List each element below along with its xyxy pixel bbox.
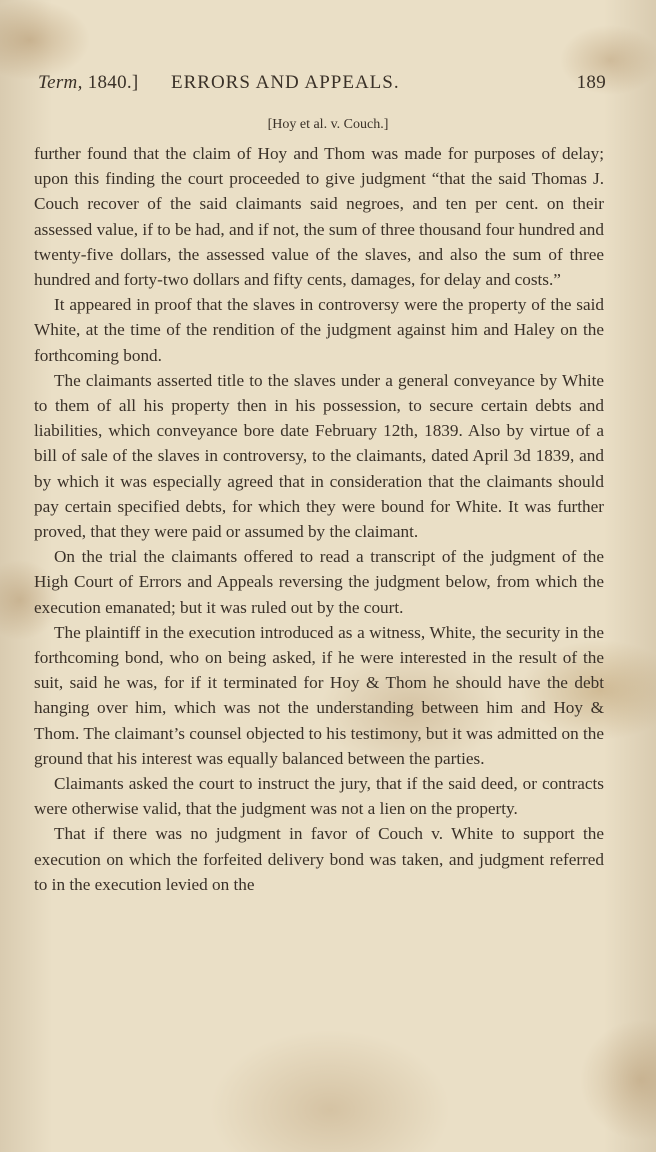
page-number: 189	[576, 72, 606, 93]
paragraph: The plaintiff in the execution introduced as a witness, White, the security in the forthcoming bond, who on being asked, if he were interested in the result of the suit, said he was, for if it terminated for Hoy & Thom he should have the debt hanging over him, which was not the understanding between him and Hoy & Thom. The claimant’s counsel objected to his testimony, but it was admitted on the ground that his interest was equally balanced between the parties.	[34, 622, 604, 768]
paragraph: The claimants asserted title to the slaves under a general conveyance by White to them of all his property then in his possession, to secure certain debts and liabilities, which conveyance bore date February 12th, 1839. Also by virtue of a bill of sale of the slaves in controversy, to the claimants, dated April 3d 1839, and by which it was especially agreed that in consideration that the claimants should pay certain specified debts, for which they were bound for White. It was further proved, that they were paid or assumed by the claimant.	[34, 370, 604, 542]
paragraph: That if there was no judgment in favor of Couch v. White to support the execution on which the forfeited delivery bond was taken, and judgment referred to in the execution levied on the	[34, 824, 604, 894]
paragraph: Claimants asked the court to instruct the jury, that if the said deed, or contracts were otherwise valid, that the judgment was not a lien on the property.	[34, 774, 604, 819]
paragraph: It appeared in proof that the slaves in controversy were the property of the said White, at the time of the rendition of the judgment against him and Haley on the forthcoming bond.	[34, 295, 604, 365]
body-text	[34, 141, 604, 897]
case-caption: [Hoy et al. v. Couch.]	[267, 117, 389, 132]
paragraph: further found that the claim of Hoy and Thom was made for purposes of delay; upon this finding the court proceeded to give judgment “that the said Thomas J. Couch recover of the said claimants said negroes, and ten per cent. on their assessed value, if to be had, and if not, the sum of three thousand four hundred and twenty-five dollars, the assessed value of the slaves, and also the sum of three hundred and forty-two dollars and fifty cents, damages, for delay and costs.”	[34, 144, 604, 290]
section-title: ERRORS AND APPEALS.	[171, 72, 400, 93]
term-label: Term, 1840.]	[38, 72, 139, 93]
running-header	[38, 72, 606, 102]
paragraph: On the trial the claimants offered to read a transcript of the judgment of the High Court of Errors and Appeals reversing the judgment below, from which the execution emanated; but it was ruled out by the court.	[34, 547, 604, 617]
